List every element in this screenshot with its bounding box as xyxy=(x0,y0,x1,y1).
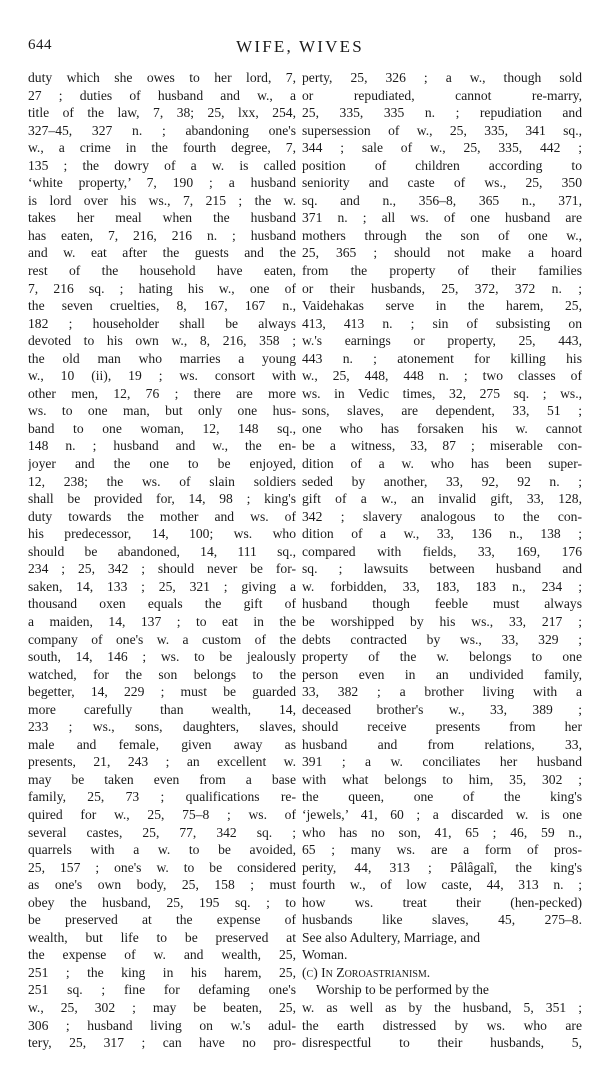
index-line: obey the husband, 25, 195 sq. ; to xyxy=(28,894,296,910)
index-line: 327–45, 327 n. ; abandoning one's xyxy=(28,122,296,138)
index-line: be worshipped by his ws., 33, 217 ; xyxy=(302,613,582,629)
index-line: husband though feeble must always xyxy=(302,596,582,612)
index-line: south, 14, 146 ; ws. to be jealously xyxy=(28,649,296,665)
index-line: supersession of w., 25, 335, 341 sq., xyxy=(302,122,582,138)
index-line: mothers through the son of one w., xyxy=(302,227,582,243)
index-line: 12, 238; the ws. of slain soldiers xyxy=(28,473,296,489)
index-line: 413, 413 n. ; sin of subsisting on xyxy=(302,315,582,331)
index-line: be preserved at the expense of xyxy=(28,912,296,928)
right-column xyxy=(302,69,582,1052)
index-line: husbands like slaves, 45, 275–8. xyxy=(302,912,582,928)
index-line: or their husbands, 25, 372, 372 n. ; xyxy=(302,280,582,296)
index-line: position of children according to xyxy=(302,157,582,173)
index-line: duty towards the mother and ws. of xyxy=(28,508,296,524)
index-line: w. forbidden, 33, 183, 183 n., 234 ; xyxy=(302,578,582,594)
index-line: person even in an undivided family, xyxy=(302,666,582,682)
index-line: 33, 382 ; a brother living with a xyxy=(302,684,582,700)
index-line: 148 n. ; husband and w., the en- xyxy=(28,438,296,454)
index-line: male and female, given away as xyxy=(28,736,296,752)
index-line: watched, for the son belongs to the xyxy=(28,666,296,682)
index-line: debts contracted by ws., 33, 329 ; xyxy=(302,631,582,647)
index-line: (c) In Zoroastrianism. xyxy=(302,964,431,980)
index-line: 233 ; ws., sons, daughters, slaves, xyxy=(28,719,296,735)
index-line: ws. to one man, but only one hus- xyxy=(28,403,296,419)
index-line: 306 ; husband living on w.'s adul- xyxy=(28,1017,296,1033)
index-line: shall be provided for, 14, 98 ; king's xyxy=(28,491,296,507)
index-line: company of one's w. a custom of the xyxy=(28,631,296,647)
index-line: or repudiated, cannot re-marry, xyxy=(302,87,582,103)
index-line: takes her meal when the husband xyxy=(28,210,296,226)
index-line: the old man who marries a young xyxy=(28,350,296,366)
left-column xyxy=(28,69,296,1052)
index-line: 251 sq. ; fine for defaming one's xyxy=(28,982,296,998)
index-line: 342 ; slavery analogous to the con- xyxy=(302,508,582,524)
index-line: quarrels with a w. to be avoided, xyxy=(28,842,296,858)
index-line: band to one woman, 12, 148 sq., xyxy=(28,420,296,436)
index-line: husband and from relations, 33, xyxy=(302,736,582,752)
index-line: 65 ; many ws. are a form of pros- xyxy=(302,842,582,858)
index-line: 25, 365 ; should not make a hoard xyxy=(302,245,582,261)
index-line: title of the law, 7, 38; 25, lxx, 254, xyxy=(28,105,296,121)
index-line: 344 ; sale of w., 25, 335, 442 ; xyxy=(302,140,582,156)
index-line: 135 ; the dowry of a w. is called xyxy=(28,157,296,173)
index-line: has eaten, 7, 216, 216 n. ; husband xyxy=(28,227,296,243)
index-line: seniority and caste of ws., 25, 350 xyxy=(302,175,582,191)
index-line: compared with fields, 33, 169, 176 xyxy=(302,543,582,559)
index-line: 25, 157 ; one's w. to be considered xyxy=(28,859,296,875)
index-line: property of the w. belongs to one xyxy=(302,649,582,665)
index-line: Worship to be performed by the xyxy=(316,982,489,998)
index-line: Vaidehakas serve in the harem, 25, xyxy=(302,298,582,314)
index-line: 7, 216 sq. ; hating his w., one of xyxy=(28,280,296,296)
index-line: the seven cruelties, 8, 167, 167 n., xyxy=(28,298,296,314)
index-line: and w. eat after the guests and the xyxy=(28,245,296,261)
index-line: his predecessor, 14, 100; ws. who xyxy=(28,526,296,542)
index-line: one who has forsaken his w. cannot xyxy=(302,420,582,436)
index-line: sq. ; lawsuits between husband and xyxy=(302,561,582,577)
index-line: perity, 44, 313 ; Pâlâgalî, the king's xyxy=(302,859,582,875)
index-line: rest of the household have eaten, xyxy=(28,263,296,279)
index-line: be a witness, 33, 87 ; miserable con- xyxy=(302,438,582,454)
index-line: seded by another, 33, 92, 92 n. ; xyxy=(302,473,582,489)
index-line: presents, 21, 243 ; an excellent w. xyxy=(28,754,296,770)
index-line: the earth distressed by ws. who are xyxy=(302,1017,582,1033)
index-line: a maiden, 14, 137 ; to eat in the xyxy=(28,613,296,629)
index-line: should receive presents from her xyxy=(302,719,582,735)
index-line: w., 25, 302 ; may be beaten, 25, xyxy=(28,999,296,1015)
index-line: more carefully than wealth, 14, xyxy=(28,701,296,717)
index-line: the queen, one of the king's xyxy=(302,789,582,805)
index-line: gift of a w., an invalid gift, 33, 128, xyxy=(302,491,582,507)
index-line: is lord over his ws., 7, 215 ; the w. xyxy=(28,192,296,208)
index-line: See also Adultery, Marriage, and xyxy=(302,929,481,945)
index-line: 234 ; 25, 342 ; should never be for- xyxy=(28,561,296,577)
index-line: with what belongs to him, 35, 302 ; xyxy=(302,771,582,787)
index-line: may be taken even from a base xyxy=(28,771,296,787)
index-line: the expense of w. and wealth, 25, xyxy=(28,947,296,963)
index-line: devoted to his own w., 8, 216, 358 ; xyxy=(28,333,296,349)
index-line: 443 n. ; atonement for killing his xyxy=(302,350,582,366)
index-line: several castes, 25, 77, 342 sq. ; xyxy=(28,824,296,840)
index-line: dition of a w. who has been super- xyxy=(302,456,582,472)
index-line: w., 25, 448, 448 n. ; two classes of xyxy=(302,368,582,384)
index-line: quired for w., 25, 75–8 ; ws. of xyxy=(28,806,296,822)
index-line: 182 ; householder shall be always xyxy=(28,315,296,331)
index-line: as one's own body, 25, 158 ; must xyxy=(28,877,296,893)
index-line: disrespectful to their husbands, 5, xyxy=(302,1035,582,1051)
index-line: dition of a w., 33, 136 n., 138 ; xyxy=(302,526,582,542)
index-line: tery, 25, 317 ; can have no pro- xyxy=(28,1035,296,1051)
index-line: w.'s earnings or property, 25, 443, xyxy=(302,333,582,349)
index-line: w., 10 (ii), 19 ; ws. consort with xyxy=(28,368,296,384)
index-line: w., a crime in the fourth degree, 7, xyxy=(28,140,296,156)
index-line: w. as well as by the husband, 5, 351 ; xyxy=(302,999,582,1015)
running-title: WIFE, WIVES xyxy=(236,37,364,56)
index-line: Woman. xyxy=(302,947,348,963)
index-line: 391 ; a w. conciliates her husband xyxy=(302,754,582,770)
index-line: saken, 14, 133 ; 25, 321 ; giving a xyxy=(28,578,296,594)
index-line: should be abandoned, 14, 111 sq., xyxy=(28,543,296,559)
index-line: ‘white property,’ 7, 190 ; a husband xyxy=(28,175,296,191)
index-line: wealth, but life to be preserved at xyxy=(28,929,296,945)
index-line: fourth w., of low caste, 44, 313 n. ; xyxy=(302,877,582,893)
index-line: joyer and the one to be enjoyed, xyxy=(28,456,296,472)
index-line: ‘jewels,’ 41, 60 ; a discarded w. is one xyxy=(302,806,582,822)
index-line: thousand oxen equals the gift of xyxy=(28,596,296,612)
index-line: ws. in Vedic times, 32, 275 sq. ; ws., xyxy=(302,385,582,401)
index-line: sq. and n., 356–8, 365 n., 371, xyxy=(302,192,582,208)
index-line: deceased brother's w., 33, 389 ; xyxy=(302,701,582,717)
index-line: begetter, 14, 229 ; must be guarded xyxy=(28,684,296,700)
index-line: 251 ; the king in his harem, 25, xyxy=(28,964,296,980)
index-line: 25, 335, 335 n. ; repudiation and xyxy=(302,105,582,121)
index-line: 371 n. ; all ws. of one husband are xyxy=(302,210,582,226)
index-line: 27 ; duties of husband and w., a xyxy=(28,87,296,103)
page-number: 644 xyxy=(28,37,52,53)
index-line: perty, 25, 326 ; a w., though sold xyxy=(302,70,582,85)
index-line: from the property of their families xyxy=(302,263,582,279)
index-line: other men, 12, 76 ; there are more xyxy=(28,385,296,401)
index-line: family, 25, 73 ; qualifications re- xyxy=(28,789,296,805)
index-line: duty which she owes to her lord, 7, xyxy=(28,70,296,85)
index-line: how ws. treat their (hen-pecked) xyxy=(302,894,582,910)
index-line: who has no son, 41, 65 ; 46, 59 n., xyxy=(302,824,582,840)
page-header xyxy=(0,37,600,61)
index-line: sons, slaves, are dependent, 33, 51 ; xyxy=(302,403,582,419)
